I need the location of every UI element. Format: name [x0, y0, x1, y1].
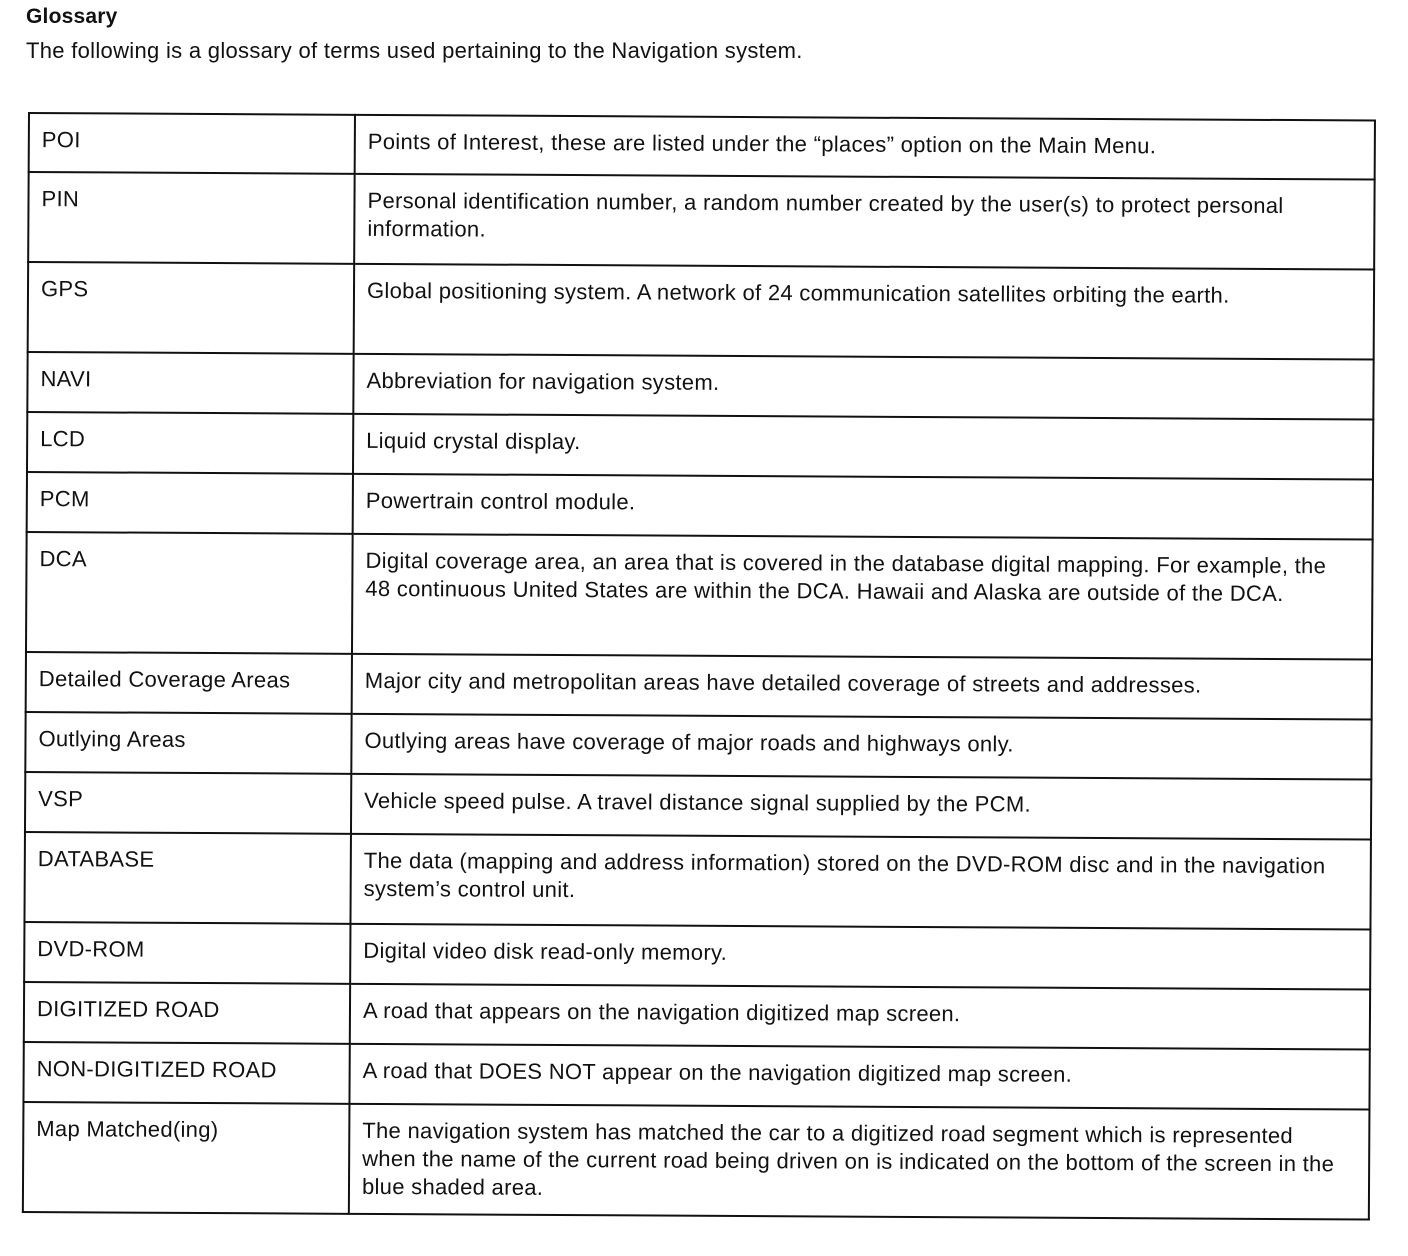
- glossary-term: DATABASE: [24, 832, 350, 924]
- glossary-definition: Global positioning system. A network of 24 communication satellites orbiting the earth.: [354, 264, 1374, 360]
- glossary-term: PCM: [27, 472, 353, 534]
- glossary-term: LCD: [27, 412, 353, 474]
- glossary-definition: Points of Interest, these are listed under the “places” option on the Main Menu.: [355, 115, 1375, 180]
- glossary-row: [24, 832, 1370, 930]
- glossary-table-body: [23, 113, 1375, 1220]
- glossary-definition: Digital video disk read-only memory.: [350, 924, 1370, 990]
- glossary-term: DCA: [26, 532, 353, 654]
- glossary-row: [23, 1042, 1369, 1110]
- glossary-definition: Abbreviation for navigation system.: [353, 354, 1373, 420]
- glossary-definition: A road that DOES NOT appear on the navigation digitized map screen.: [349, 1044, 1369, 1110]
- glossary-definition: Digital coverage area, an area that is covered in the database digital mapping. For example, the 48 continuous United States are within the DCA. Hawaii and Alaska are outside of the DCA.: [352, 534, 1373, 660]
- glossary-table: [22, 112, 1376, 1221]
- glossary-row: [27, 352, 1373, 420]
- glossary-row: [25, 712, 1371, 780]
- page-title: Glossary: [26, 5, 118, 28]
- glossary-definition: Powertrain control module.: [353, 474, 1373, 540]
- glossary-row: [26, 652, 1372, 720]
- glossary-row: [23, 1102, 1370, 1220]
- glossary-definition: Personal identification number, a random number created by the user(s) to protect personal information.: [354, 174, 1374, 270]
- glossary-row: [24, 982, 1370, 1050]
- glossary-term: DIGITIZED ROAD: [24, 982, 350, 1044]
- glossary-term: Map Matched(ing): [23, 1102, 350, 1214]
- glossary-definition: Liquid crystal display.: [353, 414, 1373, 480]
- glossary-definition: A road that appears on the navigation digitized map screen.: [350, 984, 1370, 1050]
- glossary-term: Detailed Coverage Areas: [26, 652, 352, 714]
- glossary-definition: Vehicle speed pulse. A travel distance signal supplied by the PCM.: [351, 774, 1371, 840]
- glossary-row: [29, 113, 1375, 180]
- glossary-definition: Outlying areas have coverage of major roads and highways only.: [351, 714, 1371, 780]
- glossary-definition: The navigation system has matched the car to a digitized road segment which is represented when the name of the current road being driven on is indicated on the bottom of the screen in the blue shaded area.: [349, 1104, 1370, 1220]
- glossary-row: [25, 772, 1371, 840]
- glossary-term: PIN: [28, 172, 354, 264]
- glossary-row: [28, 262, 1374, 360]
- glossary-term: VSP: [25, 772, 351, 834]
- glossary-term: Outlying Areas: [25, 712, 351, 774]
- glossary-row: [24, 922, 1370, 990]
- glossary-term: NON-DIGITIZED ROAD: [23, 1042, 349, 1104]
- glossary-row: [28, 172, 1374, 270]
- glossary-row: [26, 532, 1373, 660]
- glossary-term: GPS: [28, 262, 354, 354]
- glossary-term: NAVI: [27, 352, 353, 414]
- glossary-row: [27, 472, 1373, 540]
- glossary-definition: The data (mapping and address information) stored on the DVD-ROM disc and in the navigation system’s control unit.: [350, 834, 1370, 930]
- glossary-term: POI: [29, 113, 355, 174]
- glossary-row: [27, 412, 1373, 480]
- glossary-definition: Major city and metropolitan areas have detailed coverage of streets and addresses.: [352, 654, 1372, 720]
- glossary-term: DVD-ROM: [24, 922, 350, 984]
- intro-text: The following is a glossary of terms used pertaining to the Navigation system.: [26, 38, 803, 63]
